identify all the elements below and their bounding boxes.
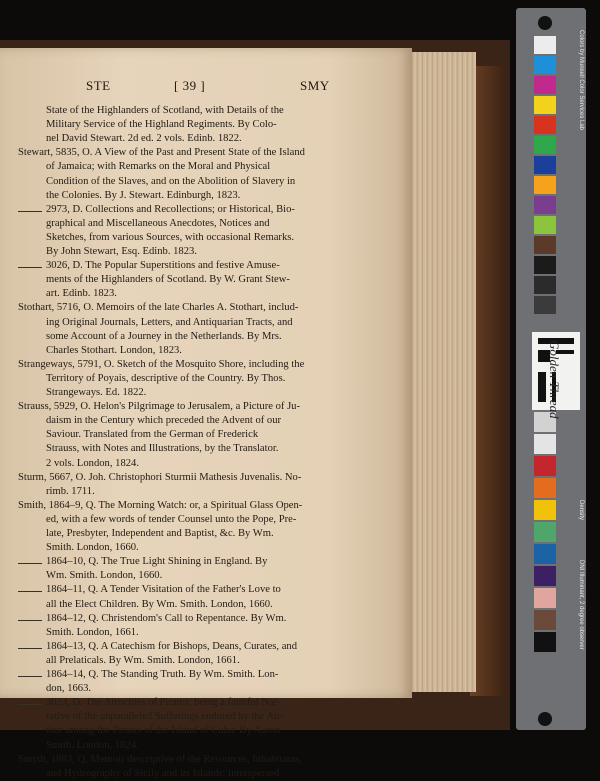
color-swatch: [534, 610, 556, 630]
text-line: By John Stewart, Esq. Edinb. 1823.: [46, 246, 197, 257]
color-swatch: [534, 566, 556, 586]
color-swatch: [534, 632, 556, 652]
text-line: Stewart, 5835, O. A View of the Past and Present State of the Island: [18, 147, 305, 159]
text-line: don, 1663.: [46, 683, 92, 695]
color-swatch: [534, 56, 556, 74]
text-line: 1864–13, Q. A Catechism for Bishops, Deans, Curates, and: [46, 640, 297, 652]
text-line: ed, with a few words of tender Counsel unto the Pope, Pre-: [46, 513, 297, 525]
text-line: thor among the Pirates of the Island of Cuba: By Aaron: [46, 725, 281, 737]
color-swatch: [534, 478, 556, 498]
target-brand: Golden Thread: [547, 340, 562, 419]
color-swatch: [534, 216, 556, 234]
text-line: 1864–14, Q. The Standing Truth. By Wm. Smith. Lon-: [46, 669, 279, 680]
text-line: daism in the Century which preceded the Advent of our: [46, 415, 282, 427]
text-line: 1864–11, Q. A Tender Visitation of the Father's Love to: [46, 584, 281, 596]
text-line: of Jamaica; with Remarks on the Moral and Physical: [46, 161, 271, 173]
text-line: Smith. London, 1660.: [46, 542, 139, 554]
ditto-rule: [18, 704, 42, 705]
text-line: late, Presbyter, Independent and Baptist, &c. By Wm.: [46, 528, 274, 539]
ditto-rule: [18, 267, 42, 268]
color-swatch: [534, 176, 556, 194]
page-edges: [404, 52, 476, 692]
color-swatch: [534, 456, 556, 476]
color-swatch: [534, 96, 556, 114]
text-line: rative of the unparalleled Sufferings endured by the Au-: [46, 711, 283, 723]
text-line: and Hydrography of Sicily and its Islands; interspersed: [46, 767, 280, 779]
color-swatch: [534, 500, 556, 520]
text-line: the Colonies. By J. Stewart. Edinburgh, 1823.: [46, 189, 241, 201]
color-swatch: [534, 116, 556, 134]
color-swatch: [534, 434, 556, 454]
target-bottom-text: DNI Illuminant, 2 degree observer: [578, 560, 584, 650]
text-line: Wm. Smith. London, 1660.: [46, 570, 163, 582]
text-line: State of the Highlanders of Scotland, with Details of the: [46, 105, 284, 116]
text-line: 1864–12, Q. Christendom's Call to Repentance. By Wm.: [46, 612, 287, 624]
text-line: all the Elect Children. By Wm. Smith. London, 1660.: [46, 598, 273, 610]
color-swatch: [534, 522, 556, 542]
text-line: Condition of the Slaves, and on the Abolition of Slavery in: [46, 175, 296, 187]
text-line: 2973, D. Collections and Recollections; or Historical, Bio-: [46, 203, 295, 215]
target-density-label: Density: [578, 500, 584, 521]
color-swatch: [534, 156, 556, 174]
color-swatch: [534, 36, 556, 54]
ditto-rule: [18, 563, 42, 564]
color-swatch: [534, 196, 556, 214]
text-line: Stothart, 5716, O. Memoirs of the late Charles A. Stothart, includ-: [18, 302, 299, 314]
text-line: Territory of Poyais, descriptive of the Country. By Thos.: [46, 372, 286, 384]
text-line: ments of the Highlanders of Scotland. By W. Grant Stew-: [46, 274, 290, 286]
text-line: ing Original Journals, Letters, and Antiquarian Tracts, and: [46, 316, 293, 328]
text-line: Smith. London, 1661.: [46, 626, 139, 638]
color-swatch: [534, 256, 556, 274]
ditto-rule: [18, 620, 42, 621]
text-line: 1864–10, Q. The True Light Shining in England. By: [46, 556, 268, 568]
page-number: [ 39 ]: [174, 78, 206, 93]
text-line: Strauss, 5929, O. Helon's Pilgrimage to Jerusalem, a Picture of Ju-: [18, 401, 301, 413]
hole-bottom: [538, 712, 552, 726]
text-line: 3023, D. The Atrocities of Pirates; being a faithful Nar-: [46, 697, 281, 709]
text-line: rimb. 1711.: [46, 485, 95, 497]
text-line: Strauss, with Notes and Illustrations, by the Translator.: [46, 443, 279, 455]
text-line: Sturm, 5667, O. Joh. Christophori Sturmii Mathesis Juvenalis. No-: [18, 471, 302, 483]
color-swatch: [534, 236, 556, 254]
text-line: Smyth, 1883, Q. Memoir descriptive of the Resources, Inhabitants,: [18, 753, 302, 765]
target-top-text: Colors by Munsell Color Services Lab: [578, 30, 584, 131]
text-line: Charles Stothart. London, 1823.: [46, 344, 182, 356]
text-line: Strangeways. Ed. 1822.: [46, 387, 147, 398]
header-left: STE: [86, 78, 111, 93]
text-line: art. Edinb. 1823.: [46, 288, 117, 300]
color-swatch: [534, 276, 556, 294]
text-line: some Account of a Journey in the Netherlands. By Mrs.: [46, 330, 282, 342]
text-line: 3026, D. The Popular Superstitions and festive Amuse-: [46, 260, 280, 272]
text-line: Smith, 1864–9, Q. The Morning Watch: or, a Spiritual Glass Open-: [18, 499, 303, 511]
text-line: nel David Stewart. 2d ed. 2 vols. Edinb. 1822.: [46, 133, 242, 145]
ditto-rule: [18, 211, 42, 212]
color-swatch: [534, 136, 556, 154]
text-line: 2 vols. London, 1824.: [46, 457, 139, 469]
hole-top: [538, 16, 552, 30]
color-swatch: [534, 588, 556, 608]
color-swatch: [534, 296, 556, 314]
ditto-rule: [18, 676, 42, 677]
ditto-rule: [18, 591, 42, 592]
color-swatch: [534, 544, 556, 564]
text-line: Strangeways, 5791, O. Sketch of the Mosquito Shore, including the: [18, 358, 305, 370]
header-right: SMY: [300, 78, 330, 93]
text-line: Saviour. Translated from the German of Frederick: [46, 429, 259, 441]
text-line: Smith. London, 1824.: [46, 739, 139, 751]
text-line: Sketches, from various Sources, with occasional Remarks.: [46, 231, 295, 243]
text-line: all Prelaticals. By Wm. Smith. London, 1661.: [46, 654, 240, 666]
color-swatch: [534, 76, 556, 94]
ditto-rule: [18, 648, 42, 649]
text-line: graphical and Miscellaneous Anecdotes, Notices and: [46, 217, 270, 229]
text-line: Military Service of the Highland Regiments. By Colo-: [46, 119, 277, 131]
